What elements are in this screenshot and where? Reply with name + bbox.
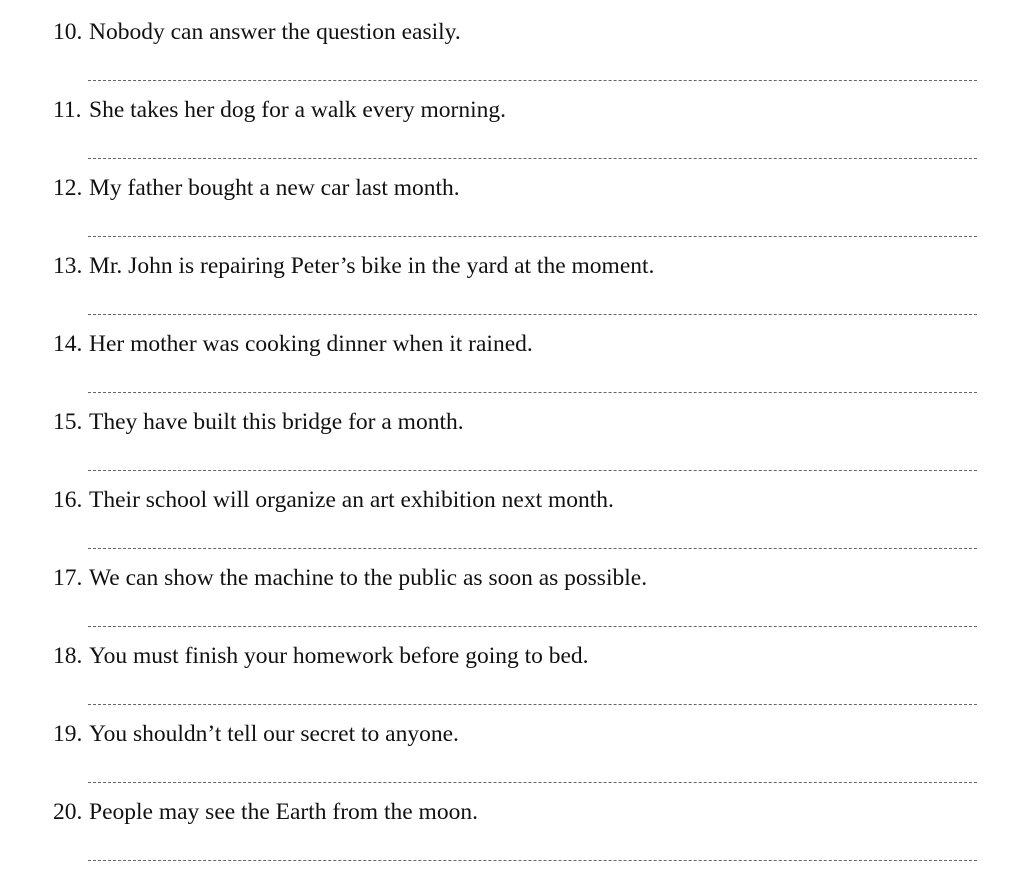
question-text: They have built this bridge for a month.: [89, 409, 464, 435]
question-19: [0, 718, 1024, 796]
question-13: [0, 250, 1024, 328]
answer-blank-13[interactable]: [88, 314, 977, 315]
question-number: 11.: [53, 97, 82, 123]
question-number: 16.: [53, 487, 83, 513]
question-number: 19.: [53, 721, 83, 747]
question-17: [0, 562, 1024, 640]
question-text: She takes her dog for a walk every morning.: [89, 97, 506, 123]
question-line: [53, 172, 460, 204]
question-text: Mr. John is repairing Peter’s bike in the yard at the moment.: [89, 253, 655, 279]
question-number: 14.: [53, 331, 83, 357]
answer-blank-12[interactable]: [88, 236, 977, 237]
question-10: [0, 16, 1024, 94]
question-18: [0, 640, 1024, 718]
question-16: [0, 484, 1024, 562]
question-number: 10.: [53, 19, 83, 45]
answer-blank-19[interactable]: [88, 782, 977, 783]
question-line: [53, 718, 459, 750]
answer-blank-16[interactable]: [88, 548, 977, 549]
question-number: 13.: [53, 253, 83, 279]
question-20: [0, 796, 1024, 874]
answer-blank-17[interactable]: [88, 626, 977, 627]
answer-blank-10[interactable]: [88, 80, 977, 81]
question-text: You must finish your homework before going to bed.: [89, 643, 589, 669]
question-line: [53, 94, 506, 126]
question-text: People may see the Earth from the moon.: [89, 799, 478, 825]
question-text: Nobody can answer the question easily.: [89, 19, 461, 45]
question-15: [0, 406, 1024, 484]
question-number: 17.: [53, 565, 83, 591]
answer-blank-11[interactable]: [88, 158, 977, 159]
answer-blank-18[interactable]: [88, 704, 977, 705]
question-text: Their school will organize an art exhibition next month.: [89, 487, 614, 513]
question-number: 18.: [53, 643, 83, 669]
answer-blank-14[interactable]: [88, 392, 977, 393]
question-number: 20.: [53, 799, 83, 825]
question-11: [0, 94, 1024, 172]
question-line: [53, 796, 478, 828]
question-line: [53, 562, 647, 594]
question-number: 15.: [53, 409, 83, 435]
question-14: [0, 328, 1024, 406]
question-line: [53, 250, 654, 282]
question-12: [0, 172, 1024, 250]
question-text: You shouldn’t tell our secret to anyone.: [89, 721, 459, 747]
question-line: [53, 16, 461, 48]
question-text: We can show the machine to the public as soon as possible.: [89, 565, 648, 591]
question-text: My father bought a new car last month.: [89, 175, 460, 201]
question-text: Her mother was cooking dinner when it rained.: [89, 331, 533, 357]
question-number: 12.: [53, 175, 83, 201]
question-line: [53, 328, 533, 360]
question-line: [53, 640, 589, 672]
answer-blank-15[interactable]: [88, 470, 977, 471]
question-line: [53, 406, 464, 438]
answer-blank-20[interactable]: [88, 860, 977, 861]
question-line: [53, 484, 614, 516]
